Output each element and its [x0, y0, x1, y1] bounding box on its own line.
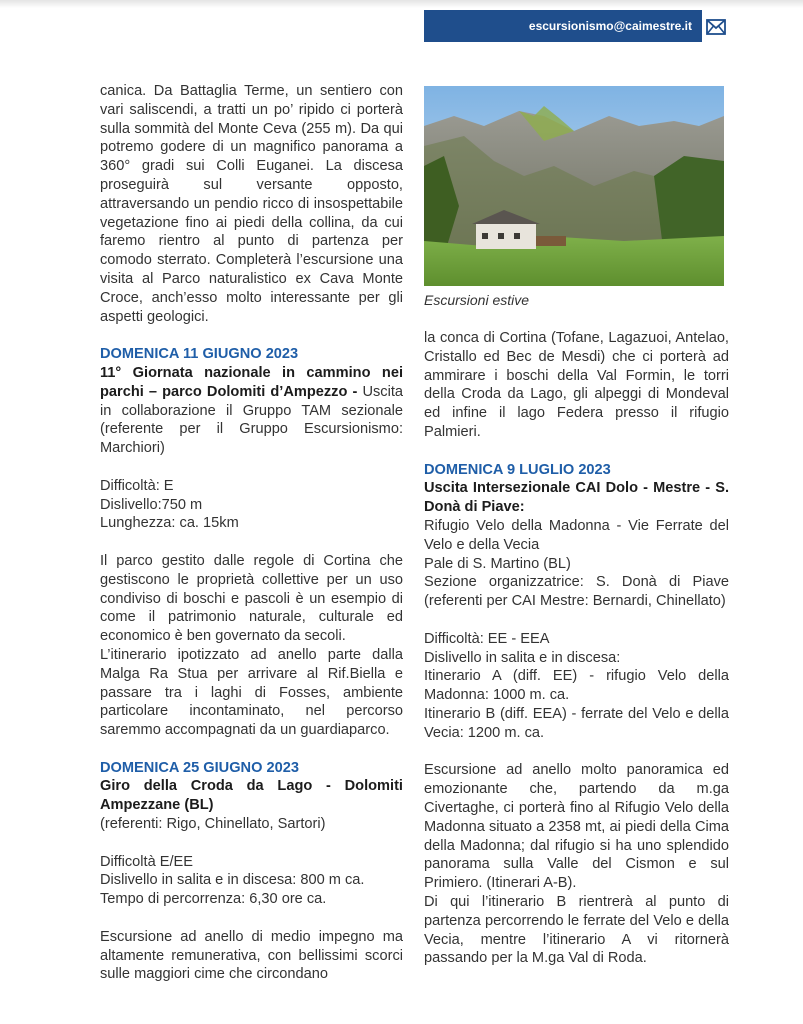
elevation: Dislivello in salita e in discesa: 800 m ca.: [100, 872, 365, 889]
section-line: Rifugio Velo della Madonna - Vie Ferrate del Velo e della Vecia: [424, 517, 729, 553]
difficulty: Difficoltà: EE - EEA: [424, 630, 550, 647]
section-line: Pale di S. Martino (BL): [424, 555, 571, 572]
itinerary-a: Itinerario A (diff. EE) - rifugio Velo della Madonna: 1000 m. ca.: [424, 668, 729, 704]
length: Lunghezza: ca. 15km: [100, 515, 239, 532]
section-title: Uscita Intersezionale CAI Dolo - Mestre - S. Donà di Piave:: [424, 480, 729, 516]
difficulty: Difficoltà: E: [100, 477, 174, 494]
duration: Tempo di percorrenza: 6,30 ore ca.: [100, 891, 327, 908]
section-subtitle: Uscita in collaborazione il Gruppo TAM sezionale (referente per il Gruppo Escursionismo: Marchiori): [100, 383, 403, 457]
itinerary-b: Itinerario B (diff. EEA) - ferrate del Velo e della Vecia: 1200 m. ca.: [424, 705, 729, 741]
email-address[interactable]: escursionismo@caimestre.it: [528, 19, 692, 33]
intro-paragraph: canica. Da Battaglia Terme, un sentiero con vari saliscendi, a tratti un po’ ripido ci porterà sulla sommità del Monte Ceva (255 m). Da qui potremo godere di un magnifico panorama a 360° gradi sui Colli Euganei. La discesa proseguirà sul versante opposto, attraversando un pendio ricco di insospettabile vegetazione fino ai piedi della collina, da cui faremo rientro al punto di partenza per comodo sterrato. Completerà l’escursione una visita al Parco naturalistico ex Cava Monte Croce, anch’esso molto interessante per gli aspetti geologici.: [100, 83, 403, 325]
referents: (referenti: Rigo, Chinellato, Sartori): [100, 816, 326, 833]
section-line: Sezione organizzatrice: S. Donà di Piave (referenti per CAI Mestre: Bernardi, Chinellato): [424, 574, 729, 610]
envelope-icon[interactable]: [706, 19, 726, 35]
section-date: DOMENICA 11 GIUGNO 2023: [100, 346, 299, 363]
section-body: Di qui l’itinerario B rientrerà al punto di partenza percorrendo le ferrate del Velo e della Vecia, mentre l’itinerario A vi ritornerà passando per la M.ga Val di Roda.: [424, 893, 729, 967]
section-body: Il parco gestito dalle regole di Cortina che gestiscono le proprietà collettive per un uso condiviso di boschi e pascoli è un esempio di come il patrimonio naturale, culturale ed economico è ben governato da secoli.: [100, 552, 403, 645]
section-date: DOMENICA 25 GIUGNO 2023: [100, 759, 299, 776]
section-title: 11° Giornata nazionale in cammino nei parchi – parco Dolomiti d’Ampezzo -: [100, 364, 403, 400]
section-date: DOMENICA 9 LUGLIO 2023: [424, 461, 611, 478]
section-body: Escursione ad anello molto panoramica ed emozionante che, partendo da m.ga Civertaghe, ci porterà fino al Rifugio Velo della Madonna situato a 2358 mt, ai piedi della Cima della Madonna; dal rifugio si ha uno splendido panorama sulla Valle del Cismon e sul Primiero. (Itinerari A-B).: [424, 762, 729, 892]
elevation: Dislivello:750 m: [100, 496, 203, 513]
section-title: Giro della Croda da Lago - Dolomiti Ampezzane (BL): [100, 778, 403, 814]
elevation: Dislivello in salita e in discesa:: [424, 649, 621, 666]
left-column: [100, 82, 403, 984]
right-column: [424, 329, 729, 968]
section-body: Escursione ad anello di medio impegno ma altamente remunerativa, con bellissimi scorci sulle maggiori cime che circondano: [100, 928, 403, 983]
top-shadow: [0, 0, 803, 8]
email-banner[interactable]: [424, 10, 702, 42]
difficulty: Difficoltà E/EE: [100, 853, 194, 870]
mountain-photo: [424, 86, 724, 286]
photo-caption: Escursioni estive: [424, 292, 530, 308]
continuation-paragraph: la conca di Cortina (Tofane, Lagazuoi, Antelao, Cristallo ed Bec de Mesdi) che ci porterà ad ammirare i boschi della Val Formin, le torri della Croda da Lago, gli alpeggi di Mondeval ed infine il lago Federa presso il rifugio Palmieri.: [424, 330, 729, 440]
section-heading: [100, 364, 403, 458]
section-body: L’itinerario ipotizzato ad anello parte dalla Malga Ra Stua per arrivare al Rif.Biella e passare tra i laghi di Fosses, ambiente particolare incontaminato, nel percorso saremmo accompagnati da un guardiaparco.: [100, 646, 403, 739]
